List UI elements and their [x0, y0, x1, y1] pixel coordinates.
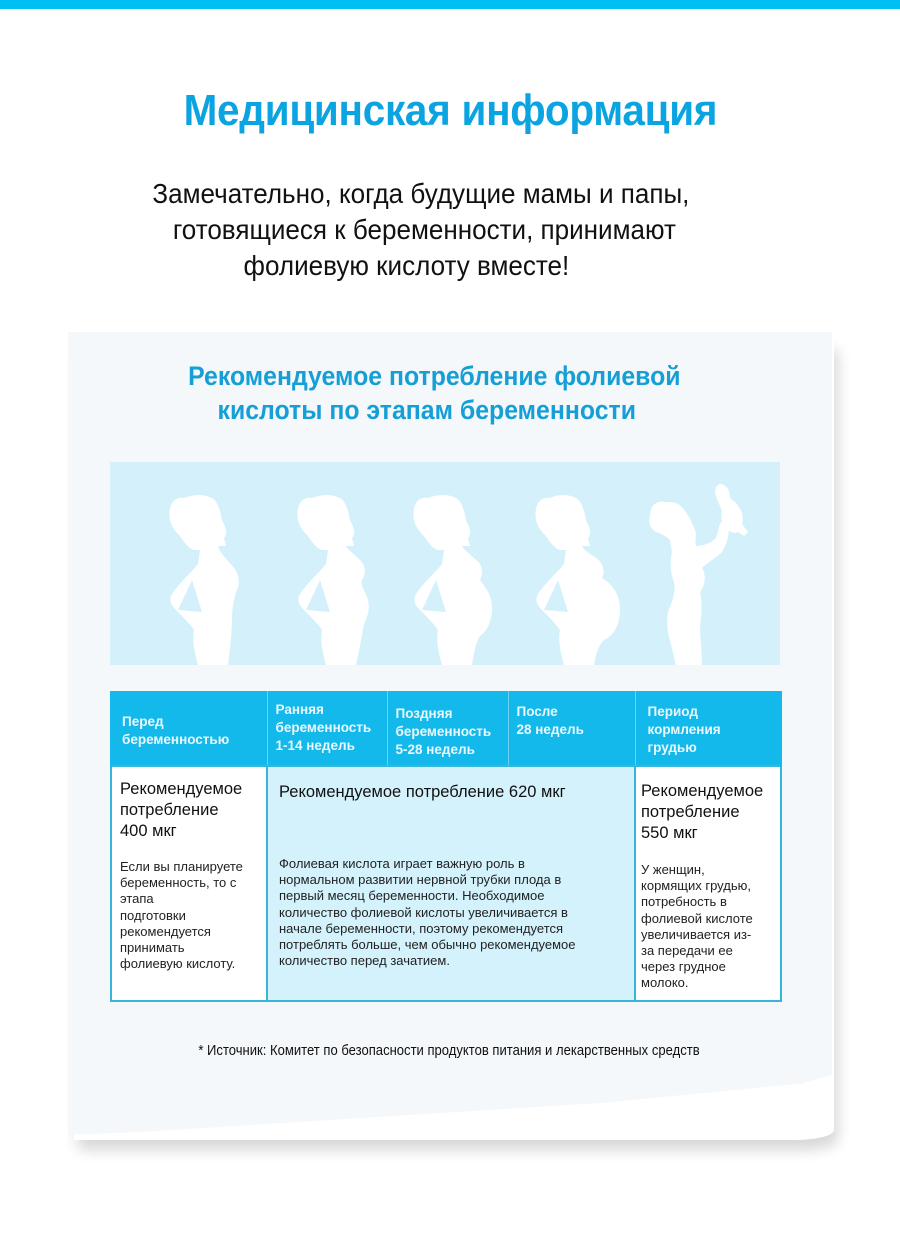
- amount-line: Рекомендуемое: [120, 780, 243, 798]
- desc-line: фолиевой кислоте: [641, 910, 753, 926]
- cell-pregnancy: [267, 766, 635, 1001]
- intake-amount: [279, 782, 626, 803]
- column-header-line: После: [516, 704, 558, 719]
- column-header-line: Период: [647, 704, 698, 719]
- table-header-row: [111, 691, 781, 766]
- card-heading-line-2: кислоты по этапам беременности: [217, 395, 636, 425]
- desc-line: количество перед зачатием.: [279, 953, 450, 969]
- column-header-line: Ранняя: [275, 702, 324, 717]
- pregnancy-stages-illustration: [110, 462, 780, 665]
- source-footnote: * Источник: Комитет по безопасности продуктов питания и лекарственных средств: [198, 1043, 700, 1059]
- column-header-line: Перед: [122, 714, 164, 729]
- desc-line: принимать: [120, 940, 185, 956]
- folic-acid-intake-table: [110, 691, 782, 1002]
- intro-line-2: готовящиеся к беременности, принимают: [172, 214, 676, 245]
- desc-line: этапа: [120, 891, 154, 907]
- desc-line: беременность, то с: [120, 875, 237, 891]
- desc-line: увеличивается из-: [641, 926, 752, 942]
- desc-line: через грудное: [641, 959, 726, 975]
- desc-line: за передачи ее: [641, 943, 733, 959]
- card-heading-line-1: Рекомендуемое потребление фолиевой: [188, 361, 681, 391]
- desc-line: первый месяц беременности. Необходимое: [279, 888, 545, 904]
- column-header-line: беременность: [275, 720, 372, 735]
- column-header-before-pregnancy: [111, 691, 267, 766]
- column-header-line: 1-14 недель: [275, 738, 355, 753]
- desc-line: нормальном развитии нервной трубки плода в: [279, 872, 562, 888]
- amount-line: 400 мкг: [120, 822, 177, 840]
- desc-line: Если вы планируете: [120, 859, 243, 874]
- column-header-line: беременностью: [122, 732, 230, 747]
- silhouette-early-pregnancy-icon: [298, 495, 369, 665]
- column-header-line: Поздняя: [395, 706, 453, 721]
- desc-line: фолиевую кислоту.: [120, 956, 236, 972]
- intro-line-3: фолиевую кислоту вместе!: [243, 250, 570, 281]
- page-title: Медицинская информация: [183, 86, 718, 135]
- column-header-early-pregnancy: [267, 691, 387, 766]
- amount-line: 550 мкг: [641, 824, 698, 842]
- amount-line: потребление: [120, 801, 219, 819]
- amount-line: Рекомендуемое: [641, 782, 764, 800]
- intake-description: [641, 862, 778, 992]
- desc-line: кормящих грудью,: [641, 878, 751, 894]
- column-header-breastfeeding: [635, 691, 781, 766]
- cell-breastfeeding: [635, 766, 781, 1001]
- column-header-late-pregnancy: [387, 691, 508, 766]
- silhouette-mother-with-baby-icon: [649, 484, 748, 665]
- column-header-line: кормления: [647, 722, 721, 737]
- silhouette-mid-pregnancy-icon: [414, 495, 492, 665]
- amount-line: потребление: [641, 803, 740, 821]
- desc-line: подготовки: [120, 907, 186, 923]
- desc-line: количество фолиевой кислоты увеличивается в: [279, 904, 568, 920]
- column-header-line: беременность: [395, 724, 492, 739]
- amount-line: Рекомендуемое потребление 620 мкг: [279, 783, 566, 801]
- column-header-line: 28 недель: [516, 722, 584, 737]
- intro-line-1: Замечательно, когда будущие мамы и папы,: [152, 178, 690, 209]
- desc-line: У женщин,: [641, 862, 705, 877]
- desc-line: потреблять больше, чем обычно рекомендуемое: [279, 937, 576, 953]
- column-header-after-28-weeks: [508, 691, 635, 766]
- intake-amount: [641, 781, 778, 844]
- silhouette-before-pregnancy-icon: [170, 495, 239, 665]
- table-row: [111, 766, 781, 1001]
- silhouette-late-pregnancy-icon: [536, 495, 620, 665]
- desc-line: потребность в: [641, 894, 727, 910]
- intake-amount: [120, 779, 262, 842]
- intake-description: [120, 859, 262, 972]
- top-accent-bar: [0, 0, 900, 9]
- column-header-line: 5-28 недель: [395, 742, 475, 757]
- desc-line: Фолиевая кислота играет важную роль в: [279, 856, 525, 871]
- cell-before-pregnancy: [111, 766, 267, 1001]
- column-header-line: грудью: [647, 740, 697, 755]
- desc-line: рекомендуется: [120, 923, 211, 939]
- desc-line: молоко.: [641, 975, 689, 991]
- desc-line: начале беременности, поэтому рекомендуется: [279, 920, 564, 936]
- intake-description: [279, 856, 626, 969]
